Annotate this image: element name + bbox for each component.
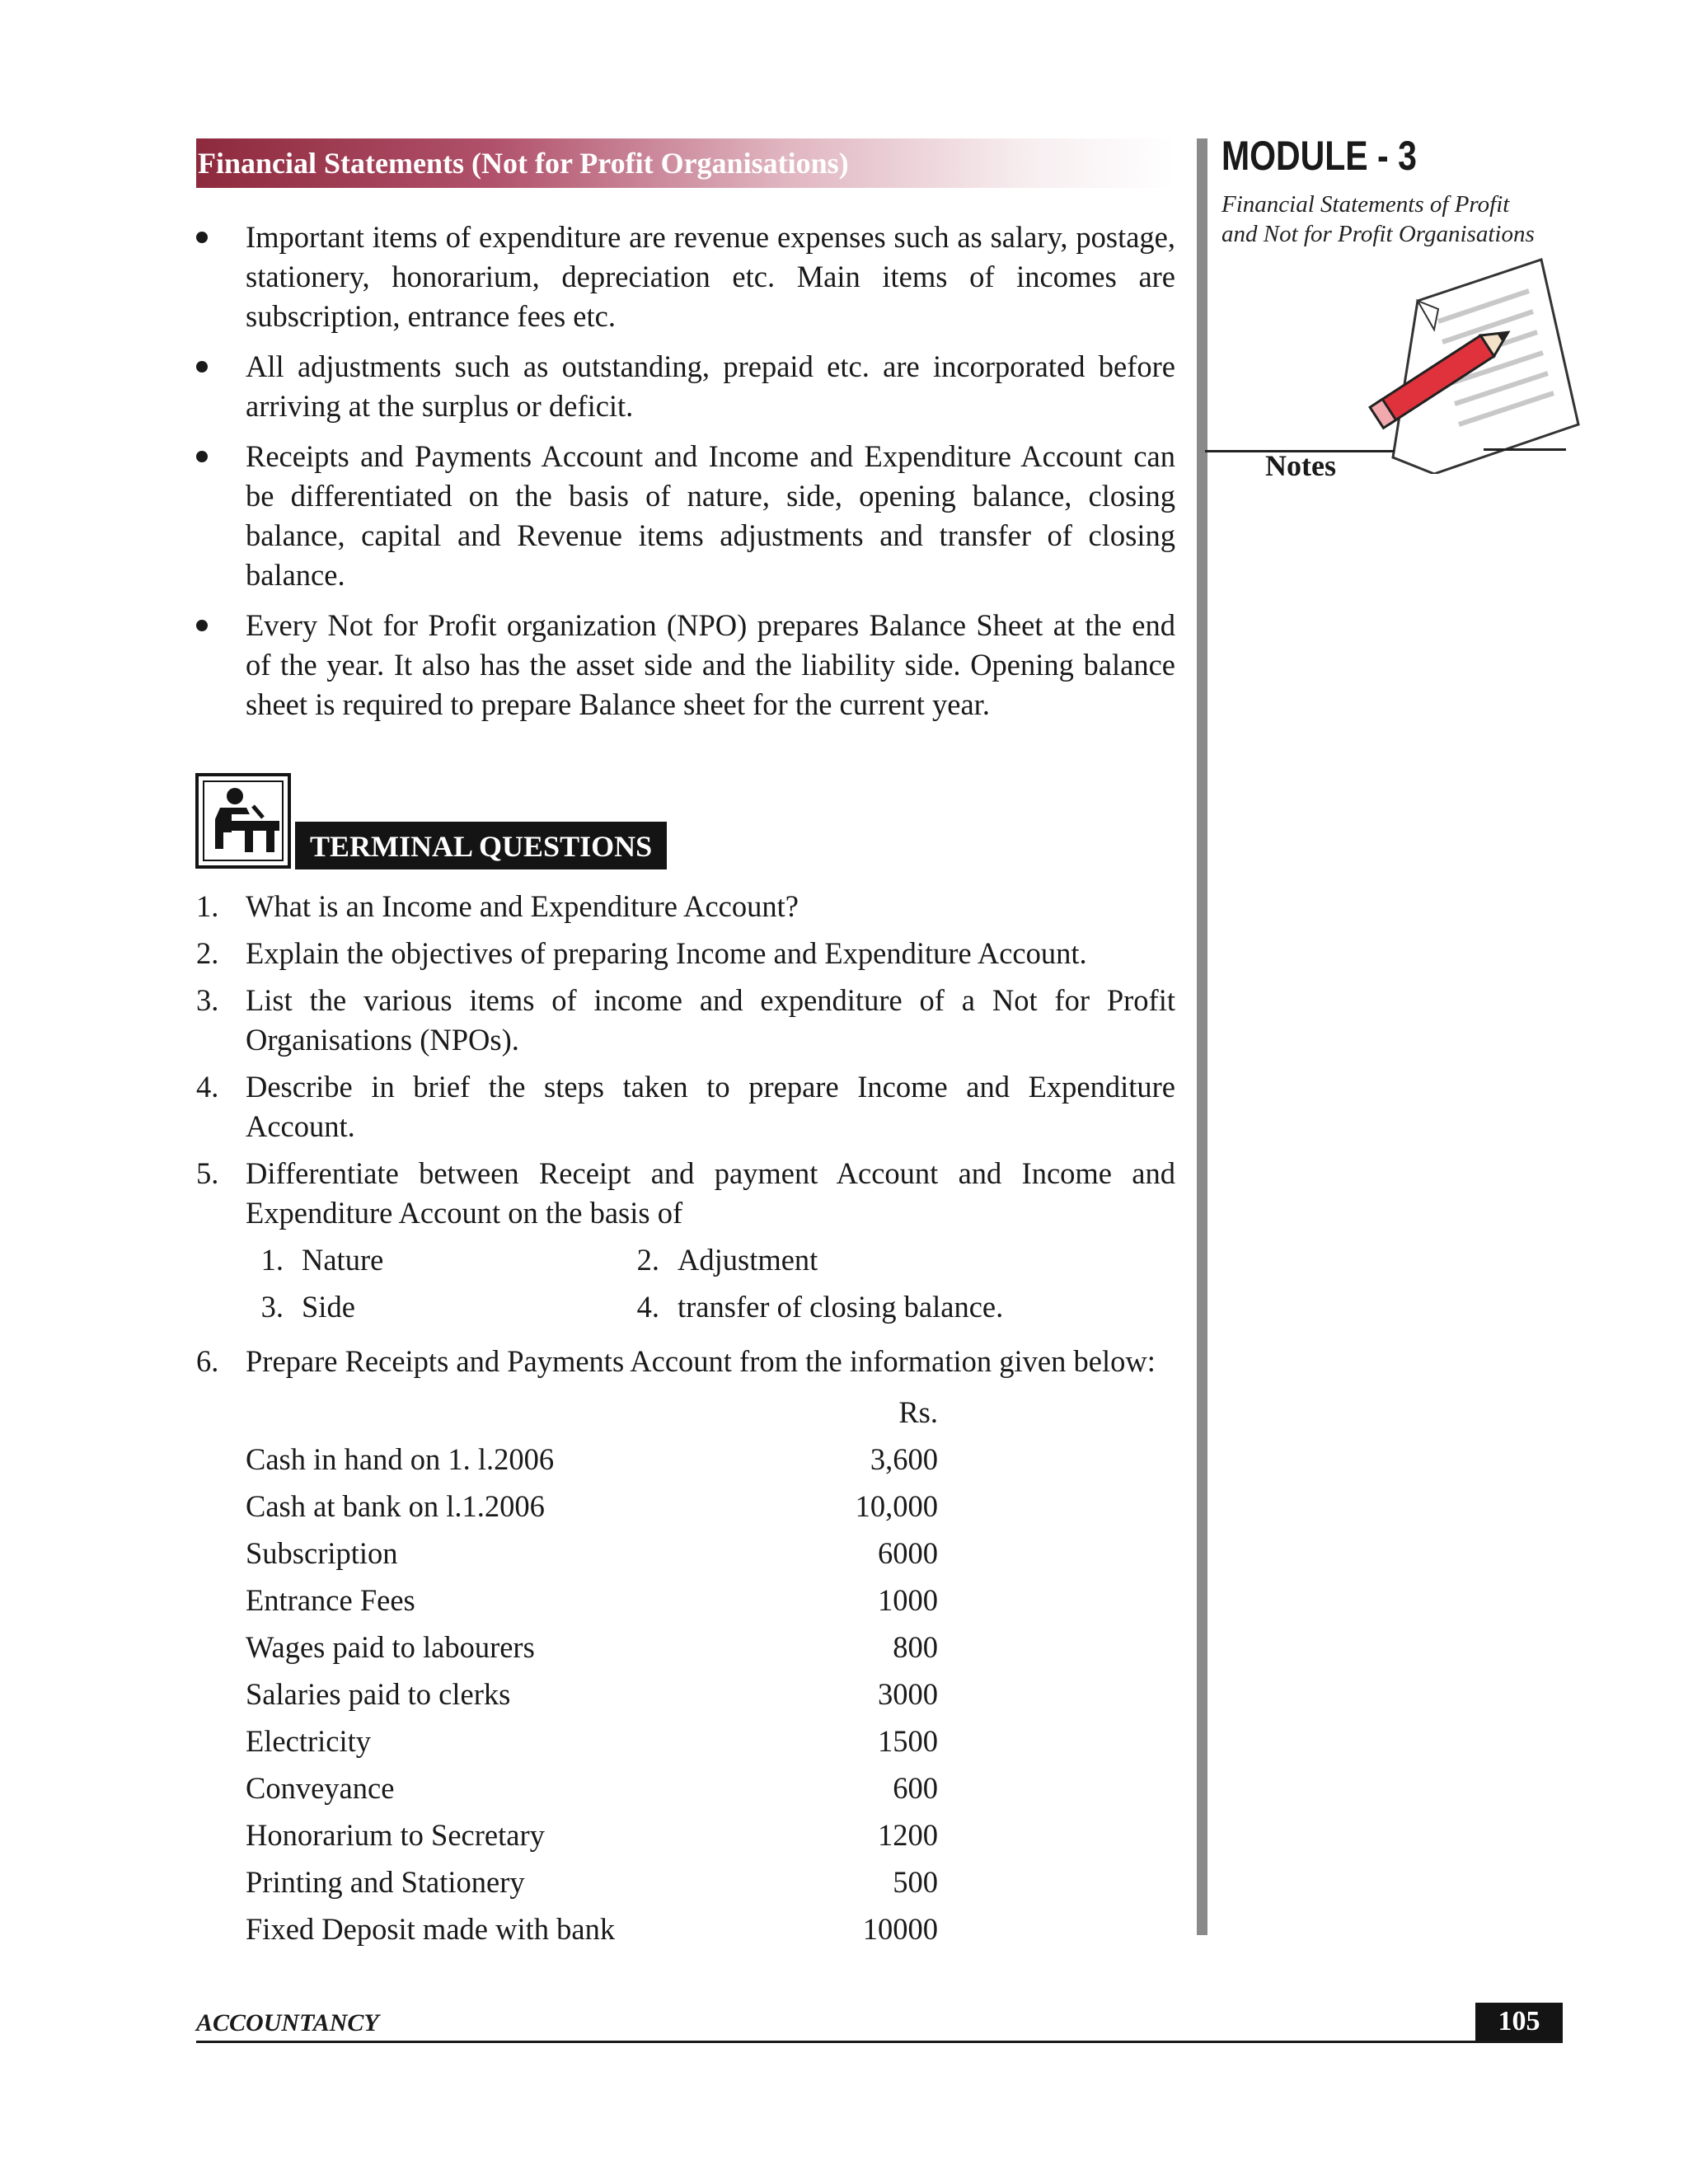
table-row: Fixed Deposit made with bank 10000 <box>246 1912 938 1946</box>
question-text: What is an Income and Expenditure Account? <box>246 889 799 923</box>
bullet-dot-icon <box>196 361 208 373</box>
subitem: 2. Adjustment <box>636 1243 818 1277</box>
question-number: 6. <box>196 1344 219 1378</box>
module-subtitle-line1: Financial Statements of Profit <box>1221 191 1510 218</box>
bullet-item: Receipts and Payments Account and Income and Expenditure Account can be differentiated on the basis of nature, side, opening balance, closing balance, capital and Revenue items adjustments and transfer of closing balance. <box>196 437 1175 595</box>
question-item <box>196 887 1175 926</box>
question-number: 4. <box>196 1070 219 1104</box>
terminal-questions-heading: TERMINAL QUESTIONS <box>295 822 667 869</box>
currency-header: Rs. <box>898 1395 938 1429</box>
table-row: Wages paid to labourers 800 <box>246 1630 938 1664</box>
bullet-dot-icon <box>196 451 208 462</box>
notes-rule-right <box>1484 448 1566 451</box>
table-row: Cash at bank on l.1.2006 10,000 <box>246 1489 938 1523</box>
question-number: 1. <box>196 889 219 923</box>
question-item <box>196 981 1175 1060</box>
table-header-row <box>246 1389 938 1436</box>
terminal-question-list <box>196 887 1175 1952</box>
table-row: Salaries paid to clerks 3000 <box>246 1677 938 1711</box>
question-text: Prepare Receipts and Payments Account from the information given below: <box>246 1344 1156 1378</box>
table-row: Electricity 1500 <box>246 1724 938 1758</box>
question-text: Differentiate between Receipt and payment Account and Income and Expenditure Account on the basis of <box>246 1156 1175 1230</box>
summary-bullet-list <box>196 218 1175 735</box>
module-subtitle <box>1221 190 1584 249</box>
student-writing-icon <box>195 773 291 869</box>
question-number: 5. <box>196 1156 219 1190</box>
question-item <box>196 1067 1175 1146</box>
table-row: Printing and Stationery 500 <box>246 1865 938 1899</box>
question-number: 3. <box>196 983 219 1017</box>
question-text: List the various items of income and expenditure of a Not for Profit Organisations (NPOs). <box>246 983 1175 1057</box>
receipts-payments-data-table <box>246 1389 938 1952</box>
bullet-item: Important items of expenditure are revenue expenses such as salary, postage, stationery, honorarium, depreciation etc. Main items of incomes are subscription, entrance fees etc. <box>196 218 1175 336</box>
notes-pencil-icon <box>1360 251 1591 474</box>
question-item <box>196 934 1175 973</box>
table-row: Cash in hand on 1. l.2006 3,600 <box>246 1442 938 1476</box>
question-5-subitems <box>196 1240 1175 1334</box>
footer-rule <box>196 2041 1563 2043</box>
page-number: 105 <box>1475 2003 1563 2041</box>
table-row: Entrance Fees 1000 <box>246 1583 938 1617</box>
chapter-banner: Financial Statements (Not for Profit Organisations) <box>196 138 1175 188</box>
subitem: 1. Nature <box>260 1243 384 1277</box>
question-text: Explain the objectives of preparing Income and Expenditure Account. <box>246 936 1087 970</box>
question-item <box>196 1154 1175 1233</box>
question-item <box>196 1342 1175 1381</box>
question-number: 2. <box>196 936 219 970</box>
table-row: Honorarium to Secretary 1200 <box>246 1818 938 1852</box>
question-text: Describe in brief the steps taken to prepare Income and Expenditure Account. <box>246 1070 1175 1143</box>
bullet-item: Every Not for Profit organization (NPO) prepares Balance Sheet at the end of the year. It also has the asset side and the liability side. Opening balance sheet is required to prepare Balance sheet for the current year. <box>196 606 1175 724</box>
notes-label: Notes <box>1265 449 1336 482</box>
footer-subject: ACCOUNTANCY <box>196 2009 379 2036</box>
subitem: 4. transfer of closing balance. <box>636 1290 1004 1324</box>
subitem: 3. Side <box>260 1290 355 1324</box>
sidebar-divider <box>1197 138 1207 1935</box>
table-row: Subscription 6000 <box>246 1536 938 1570</box>
module-subtitle-line2: and Not for Profit Organisations <box>1221 221 1535 247</box>
table-row: Conveyance 600 <box>246 1771 938 1805</box>
module-title: MODULE - 3 <box>1221 133 1417 179</box>
bullet-item: All adjustments such as outstanding, prepaid etc. are incorporated before arriving at the surplus or deficit. <box>196 347 1175 426</box>
bullet-dot-icon <box>196 620 208 631</box>
bullet-dot-icon <box>196 232 208 243</box>
